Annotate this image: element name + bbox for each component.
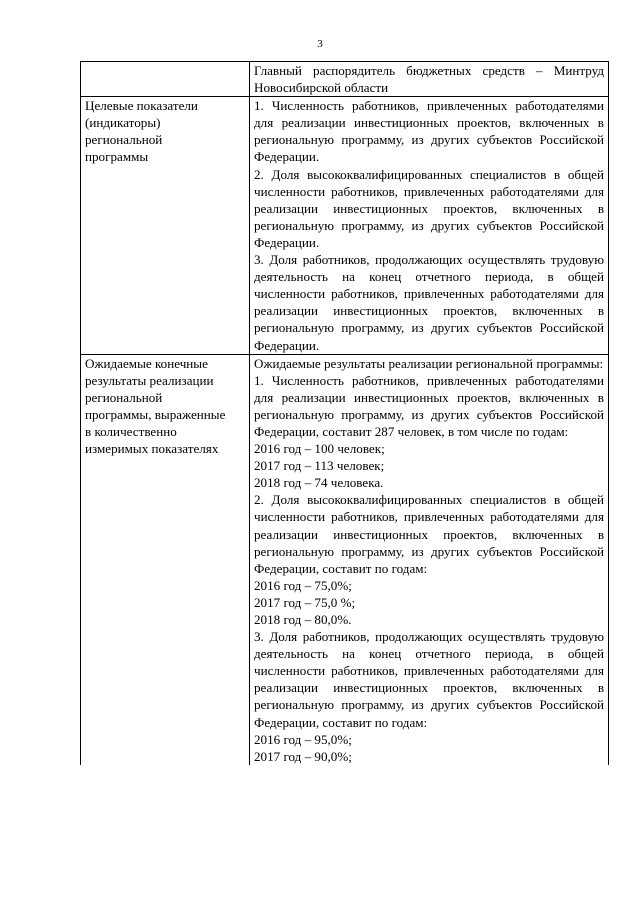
result-year-value: 2017 год – 90,0%;	[254, 748, 352, 764]
row-label-line: региональной	[85, 389, 163, 405]
indicator-item: 2. Доля высококвалифицированных специалистов в общей численности работников, привлеченных работодателями для реализации инвестиционных проектов, включенных в региональную программу, из других субъектов Российской Федерации.	[254, 166, 604, 250]
row-label-line: (индикаторы)	[85, 115, 161, 131]
result-year-value: 2016 год – 75,0%;	[254, 577, 352, 593]
table-row	[81, 354, 609, 765]
table-row	[81, 97, 609, 354]
row-label-line: программы, выраженные	[85, 406, 226, 422]
row-label-line: результаты реализации	[85, 372, 214, 388]
result-year-value: 2017 год – 75,0 %;	[254, 594, 356, 610]
row-label-line: Ожидаемые конечные	[85, 355, 208, 371]
row-label-line: в количественно	[85, 423, 177, 439]
result-year-value: 2017 год – 113 человек;	[254, 458, 385, 474]
program-passport-table	[80, 61, 609, 765]
indicator-item: 1. Численность работников, привлеченных работодателями для реализации инвестиционных проектов, включенных в региональную программу, из других субъектов Российской Федерации.	[254, 98, 604, 165]
row-label-line: региональной	[85, 132, 163, 148]
row-label-cell	[81, 97, 250, 354]
row-label-line: программы	[85, 149, 149, 165]
row-content-cell	[250, 62, 609, 97]
result-item: 1. Численность работников, привлеченных работодателями для реализации инвестиционных проектов, включенных в региональную программу, из других субъектов Российской Федерации, составит 287 человек, в том числе по годам:	[254, 372, 604, 439]
result-year-value: 2016 год – 100 человек;	[254, 441, 385, 457]
page-number: 3	[317, 38, 323, 50]
result-item: 2. Доля высококвалифицированных специалистов в общей численности работников, привлеченных работодателями для реализации инвестиционных проектов, включенных в региональную программу, из других субъектов Российской Федерации, составит по годам:	[254, 492, 604, 576]
indicator-item: 3. Доля работников, продолжающих осуществлять трудовую деятельность на конец отчетного периода, в общей численности работников, привлеченных работодателями для реализации инвестиционных проектов, включенных в региональную программу, из других субъектов Российской Федерации.	[254, 252, 604, 353]
result-item: 3. Доля работников, продолжающих осуществлять трудовую деятельность на конец отчетного периода, в общей численности работников, привлеченных работодателями для реализации инвестиционных проектов, включенных в региональную программу, из других субъектов Российской Федерации, составит по годам:	[254, 629, 604, 730]
result-year-value: 2018 год – 80,0%.	[254, 612, 352, 627]
results-intro: Ожидаемые результаты реализации региональной программы:	[254, 355, 604, 371]
row-label-cell	[81, 354, 250, 765]
result-year-value: 2016 год – 95,0%;	[254, 731, 352, 747]
row-label-line: измеримых показателях	[85, 441, 219, 457]
table-row	[81, 62, 609, 97]
row-label-cell	[81, 62, 250, 97]
row-content-cell	[250, 354, 609, 765]
row-label-line: Целевые показатели	[85, 98, 198, 114]
budget-manager-text: Главный распорядитель бюджетных средств – Минтруд Новосибирской области	[254, 63, 604, 96]
result-year-value: 2018 год – 74 человека.	[254, 475, 384, 491]
row-content-cell	[250, 97, 609, 354]
